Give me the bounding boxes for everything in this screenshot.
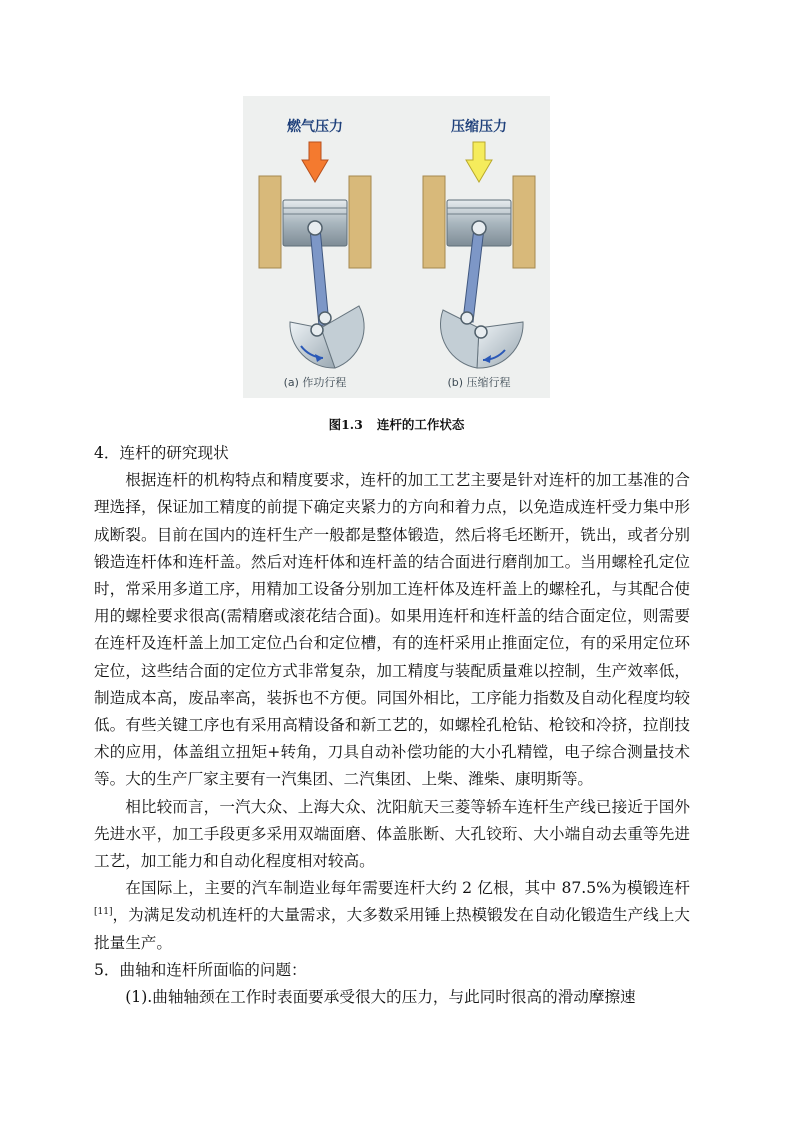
section-4-paragraph-2: 相比较而言，一汽大众、上海大众、沈阳航天三菱等轿车连杆生产线已接近于国外先进水平，加工手段更多采用双端面磨、体盖胀断、大孔铰珩、大小端自动去重等先进工艺，加工能力和自动化程度相对较高。 — [94, 797, 690, 871]
compression-stroke-diagram — [423, 118, 535, 389]
paragraph-3-text-b: ，为满足发动机连杆的大量需求，大多数采用锤上热模锻发在自动化锻造生产线上大批量生产。 — [94, 906, 690, 952]
compression-pressure-arrow — [466, 142, 492, 182]
section-5-heading: 5．曲轴和连杆所面临的问题： — [94, 960, 307, 979]
gas-pressure-arrow — [302, 142, 328, 182]
section-5-paragraph-1: (1).曲轴轴颈在工作时表面要承受很大的压力，与此同时很高的滑动摩擦速 — [125, 988, 636, 1007]
section-4-paragraph-1: 根据连杆的机构特点和精度要求，连杆的加工工艺主要是针对连杆的加工基准的合理选择，保证加工精度的前提下确定夹紧力的方向和着力点，以免造成连杆受力集中形成断裂。目前在国内的连杆生产一般都是整体锻造，然后将毛坯断开，铣出，或者分别锻造连杆体和连杆盖。然后对连杆体和连杆盖的结合面进行磨削加工。当用螺栓孔定位时，常采用多道工序，用精加工设备分别加工连杆体及连杆盖上的螺栓孔，与其配合使用的螺栓要求很高(需精磨或滚花结合面)。如果用连杆和连杆盖的结合面定位，则需要在连杆及连杆盖上加工定位凸台和定位槽，有的连杆采用止推面定位，有的采用定位环定位，这些结合面的定位方式非常复杂，加工精度与装配质量难以控制，生产效率低，制造成本高，废品率高，装拆也不方便。同国外相比，工序能力指数及自动化程度均较低。有些关键工序也有采用高精设备和新工艺的，如螺栓孔枪钻、枪铰和冷挤，拉削技术的应用，体盖组立扭矩+转角，刀具自动补偿功能的大小孔精镗，电子综合测量技术等。大的生产厂家主要有一汽集团、二汽集团、上柴、潍柴、康明斯等。 — [94, 471, 690, 789]
body-text — [94, 440, 690, 1011]
connecting-rod-figure — [243, 96, 550, 398]
section-4-paragraph-3 — [94, 875, 690, 957]
cylinder-wall-right — [349, 176, 371, 268]
caption-title: 连杆的工作状态 — [376, 417, 465, 432]
citation-ref: [11] — [94, 907, 113, 918]
power-stroke-label: (a) 作功行程 — [283, 376, 347, 389]
piston-pin — [308, 221, 322, 235]
caption-number: 图1.3 — [328, 417, 363, 432]
compression-stroke-label: (b) 压缩行程 — [447, 376, 511, 389]
section-4-heading: 4．连杆的研究现状 — [94, 444, 229, 462]
cylinder-wall-left — [423, 176, 445, 268]
power-stroke-diagram — [259, 118, 371, 389]
paragraph-3-text-a: 在国际上，主要的汽车制造业每年需要连杆大约 2 亿根，其中 87.5%为模锻连杆 — [125, 879, 690, 898]
cylinder-wall-left — [259, 176, 281, 268]
gas-pressure-label: 燃气压力 — [287, 119, 343, 135]
figure-caption — [0, 415, 793, 433]
piston-pin — [472, 221, 486, 235]
compression-pressure-label: 压缩压力 — [451, 119, 507, 135]
cylinder-wall-right — [513, 176, 535, 268]
